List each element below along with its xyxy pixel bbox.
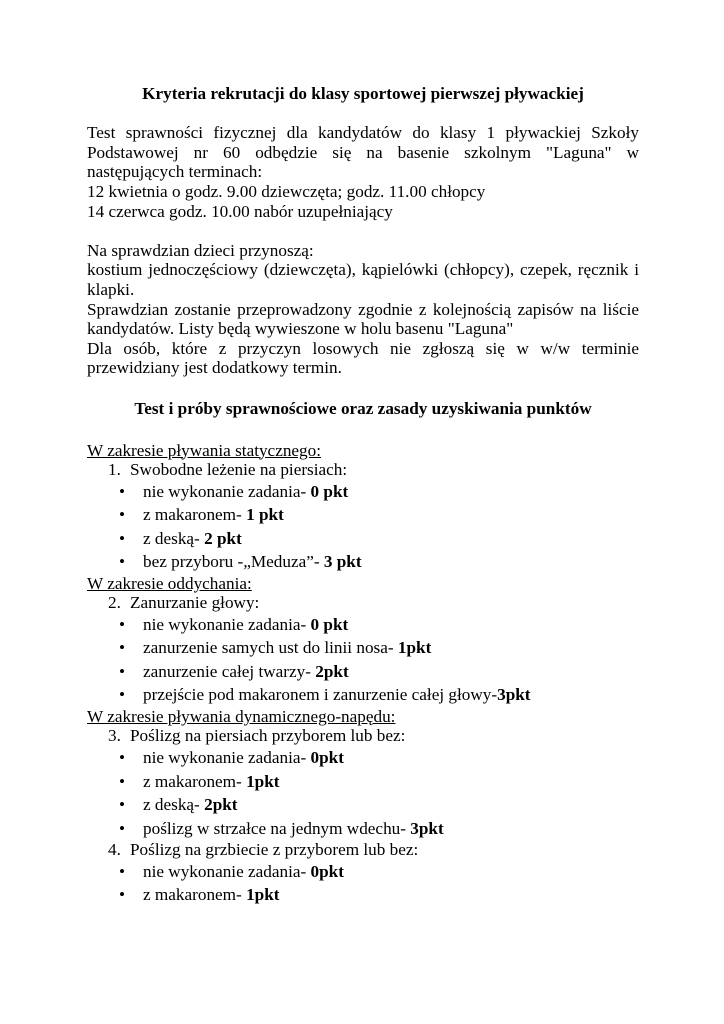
criteria-points: 1pkt	[397, 638, 432, 658]
order-paragraph: Sprawdzian zostanie przeprowadzony zgodnie z kolejnością zapisów na liście kandydatów. Listy będą wywieszone w holu basenu "Laguna"	[87, 299, 639, 339]
spacer	[87, 221, 639, 241]
criteria-points: 1 pkt	[246, 505, 284, 525]
section-heading: W zakresie oddychania:	[87, 573, 252, 593]
bullet-icon: •	[119, 552, 126, 572]
criteria-text: przejście pod makaronem i zanurzenie całej głowy-	[143, 685, 498, 705]
test-sections	[87, 441, 639, 907]
document-title: Kryteria rekrutacji do klasy sportowej pierwszej pływackiej	[142, 84, 584, 103]
test-name: Poślizg na piersiach przyborem lub bez:	[130, 726, 406, 746]
criteria-item	[87, 613, 639, 637]
criteria-text: poślizg w strzałce na jednym wdechu-	[143, 818, 411, 838]
date-line-1: 12 kwietnia o godz. 9.00 dziewczęta; godz. 11.00 chłopcy	[87, 181, 486, 201]
criteria-text: nie wykonanie zadania-	[143, 861, 311, 881]
criteria-text: zanurzenie całej twarzy-	[143, 661, 316, 681]
section-heading: W zakresie pływania dynamicznego-napędu:	[87, 706, 396, 726]
date-line-2: 14 czerwca godz. 10.00 nabór uzupełniający	[87, 201, 393, 221]
criteria-item	[87, 770, 639, 794]
criteria-points: 1pkt	[246, 885, 280, 905]
criteria-list	[87, 860, 639, 907]
bullet-icon: •	[119, 614, 126, 634]
bullet-icon: •	[119, 481, 126, 501]
test-number: 2.	[108, 593, 121, 613]
bullet-icon: •	[119, 885, 126, 905]
criteria-item	[87, 503, 639, 527]
document-content	[87, 84, 639, 907]
criteria-text: z makaronem-	[143, 885, 247, 905]
test-name: Poślizg na grzbiecie z przyborem lub bez:	[130, 840, 419, 860]
criteria-item	[87, 883, 639, 907]
criteria-list	[87, 480, 639, 574]
criteria-points: 1pkt	[246, 771, 280, 791]
criteria-text: z makaronem-	[143, 505, 247, 525]
test-number: 4.	[108, 840, 121, 860]
bullet-icon: •	[119, 528, 126, 548]
bullet-icon: •	[119, 748, 126, 768]
criteria-item	[87, 683, 639, 707]
test-title	[87, 840, 639, 860]
extra-term-paragraph: Dla osób, które z przyczyn losowych nie zgłoszą się w w/w terminie przewidziany jest dodatkowy termin.	[87, 338, 639, 378]
bullet-icon: •	[119, 685, 126, 705]
criteria-list	[87, 613, 639, 707]
criteria-points: 2pkt	[204, 795, 238, 815]
criteria-item	[87, 636, 639, 660]
criteria-text: nie wykonanie zadania-	[143, 748, 311, 768]
criteria-item	[87, 550, 639, 574]
test-name: Zanurzanie głowy:	[130, 593, 260, 613]
criteria-item	[87, 746, 639, 770]
bullet-icon: •	[119, 771, 126, 791]
bring-items: kostium jednoczęściowy (dziewczęta), kąpielówki (chłopcy), czepek, ręcznik i klapki.	[87, 260, 639, 299]
criteria-text: z deską-	[143, 795, 205, 815]
bullet-icon: •	[119, 505, 126, 525]
criteria-item	[87, 793, 639, 817]
bullet-icon: •	[119, 638, 126, 658]
criteria-points: 3pkt	[410, 818, 444, 838]
criteria-text: bez przyboru -„Meduza”-	[143, 552, 324, 572]
criteria-points: 3pkt	[497, 685, 531, 705]
criteria-points: 3 pkt	[323, 552, 362, 572]
criteria-text: z deską-	[143, 528, 205, 548]
test-title	[87, 726, 639, 746]
criteria-item	[87, 527, 639, 551]
criteria-points: 2 pkt	[204, 528, 242, 548]
criteria-points: 0 pkt	[310, 614, 349, 634]
criteria-points: 2pkt	[315, 661, 349, 681]
criteria-text: zanurzenie samych ust do linii nosa-	[143, 638, 398, 658]
test-title	[87, 460, 639, 480]
intro-paragraph: Test sprawności fizycznej dla kandydatów do klasy 1 pływackiej Szkoły Podstawowej nr 60 odbędzie się na basenie szkolnym "Laguna" w następujących terminach:	[87, 123, 639, 182]
criteria-item	[87, 480, 639, 504]
bullet-icon: •	[119, 795, 126, 815]
criteria-points: 0pkt	[310, 748, 344, 768]
bring-heading: Na sprawdzian dzieci przynoszą:	[87, 240, 314, 260]
criteria-item	[87, 817, 639, 841]
criteria-list	[87, 746, 639, 840]
criteria-text: nie wykonanie zadania-	[143, 614, 311, 634]
subtitle: Test i próby sprawnościowe oraz zasady uzyskiwania punktów	[134, 398, 592, 418]
bullet-icon: •	[119, 818, 126, 838]
criteria-item	[87, 860, 639, 884]
criteria-text: nie wykonanie zadania-	[143, 481, 311, 501]
section-heading: W zakresie pływania statycznego:	[87, 440, 322, 460]
test-number: 1.	[108, 460, 121, 480]
criteria-points: 0pkt	[310, 861, 344, 881]
criteria-text: z makaronem-	[143, 771, 247, 791]
bullet-icon: •	[119, 661, 126, 681]
criteria-points: 0 pkt	[310, 481, 349, 501]
bullet-icon: •	[119, 861, 126, 881]
test-name: Swobodne leżenie na piersiach:	[130, 460, 348, 480]
test-number: 3.	[108, 726, 121, 746]
test-title	[87, 593, 639, 613]
criteria-item	[87, 660, 639, 684]
